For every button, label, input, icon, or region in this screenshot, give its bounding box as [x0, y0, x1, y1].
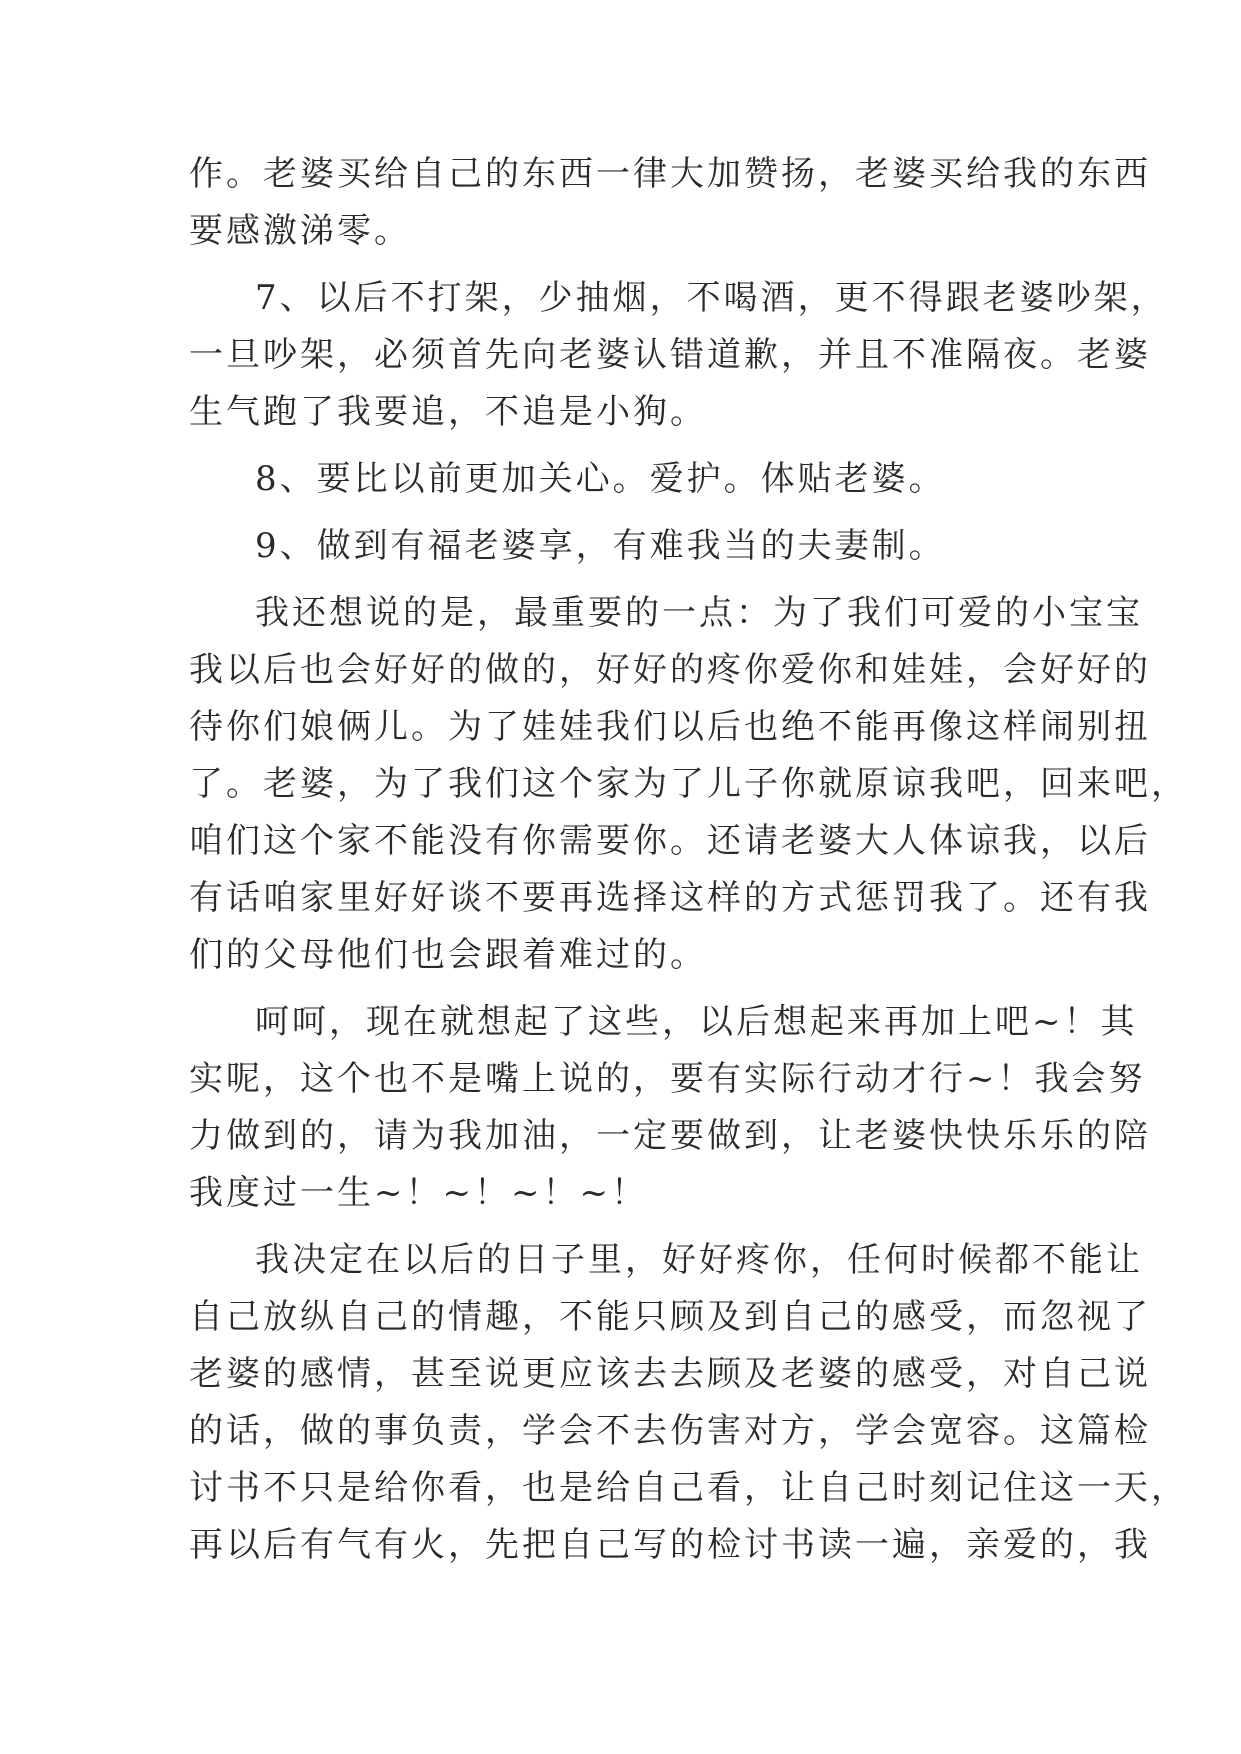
text-line: 待你们娘俩儿。为了娃娃我们以后也绝不能再像这样闹别扭 [189, 707, 1151, 747]
text-line: 自己放纵自己的情趣，不能只顾及到自己的感受，而忽视了 [189, 1297, 1151, 1337]
text-line: 力做到的，请为我加油，一定要做到，让老婆快快乐乐的陪 [189, 1116, 1151, 1156]
text-line: 实呢，这个也不是嘴上说的，要有实际行动才行~！我会努 [189, 1059, 1146, 1099]
text-line: 的话，做的事负责，学会不去伤害对方，学会宽容。这篇检 [189, 1411, 1151, 1451]
text-line: 我度过一生~！~！~！~！ [189, 1173, 648, 1213]
text-line: 我决定在以后的日子里，好好疼你，任何时候都不能让 [255, 1240, 1143, 1280]
text-line: 生气跑了我要追，不追是小狗。 [189, 392, 707, 432]
text-line: 9、做到有福老婆享，有难我当的夫妻制。 [255, 526, 946, 566]
text-line: 讨书不只是给你看，也是给自己看，让自己时刻记住这一天， [189, 1468, 1188, 1508]
paragraph-gap [189, 575, 1069, 585]
text-line: 我以后也会好好的做的，好好的疼你爱你和娃娃，会好好的 [189, 650, 1151, 690]
paragraph-gap [189, 441, 1069, 451]
text-line: 老婆的感情，甚至说更应该去去顾及老婆的感受，对自己说 [189, 1354, 1151, 1394]
text-line: 8、要比以前更加关心。爱护。体贴老婆。 [255, 459, 946, 499]
paragraph [189, 518, 1069, 575]
paragraph-gap [189, 984, 1069, 994]
text-line: 7、以后不打架，少抽烟，不喝酒，更不得跟老婆吵架， [255, 278, 1168, 318]
document-body [189, 146, 1188, 1574]
paragraph-gap [189, 260, 1069, 270]
text-line: 咱们这个家不能没有你需要你。还请老婆大人体谅我，以后 [189, 821, 1151, 861]
text-line: 一旦吵架，必须首先向老婆认错道歉，并且不准隔夜。老婆 [189, 335, 1151, 375]
paragraph [189, 994, 1151, 1222]
paragraph [189, 585, 1188, 984]
text-line: 有话咱家里好好谈不要再选择这样的方式惩罚我了。还有我 [189, 878, 1151, 918]
paragraph-gap [189, 1222, 1069, 1232]
text-line: 作。老婆买给自己的东西一律大加赞扬，老婆买给我的东西 [189, 154, 1151, 194]
text-line: 再以后有气有火，先把自己写的检讨书读一遍，亲爱的，我 [189, 1525, 1151, 1565]
text-line: 要感激涕零。 [189, 211, 411, 251]
paragraph [189, 1232, 1188, 1574]
paragraph [189, 451, 1069, 508]
paragraph [189, 270, 1168, 441]
text-line: 们的父母他们也会跟着难过的。 [189, 935, 707, 975]
paragraph-gap [189, 508, 1069, 518]
text-line: 呵呵，现在就想起了这些，以后想起来再加上吧~！其 [255, 1002, 1138, 1042]
text-line: 了。老婆，为了我们这个家为了儿子你就原谅我吧，回来吧， [189, 764, 1188, 804]
paragraph [189, 146, 1151, 260]
text-line: 我还想说的是，最重要的一点：为了我们可爱的小宝宝 [255, 593, 1143, 633]
